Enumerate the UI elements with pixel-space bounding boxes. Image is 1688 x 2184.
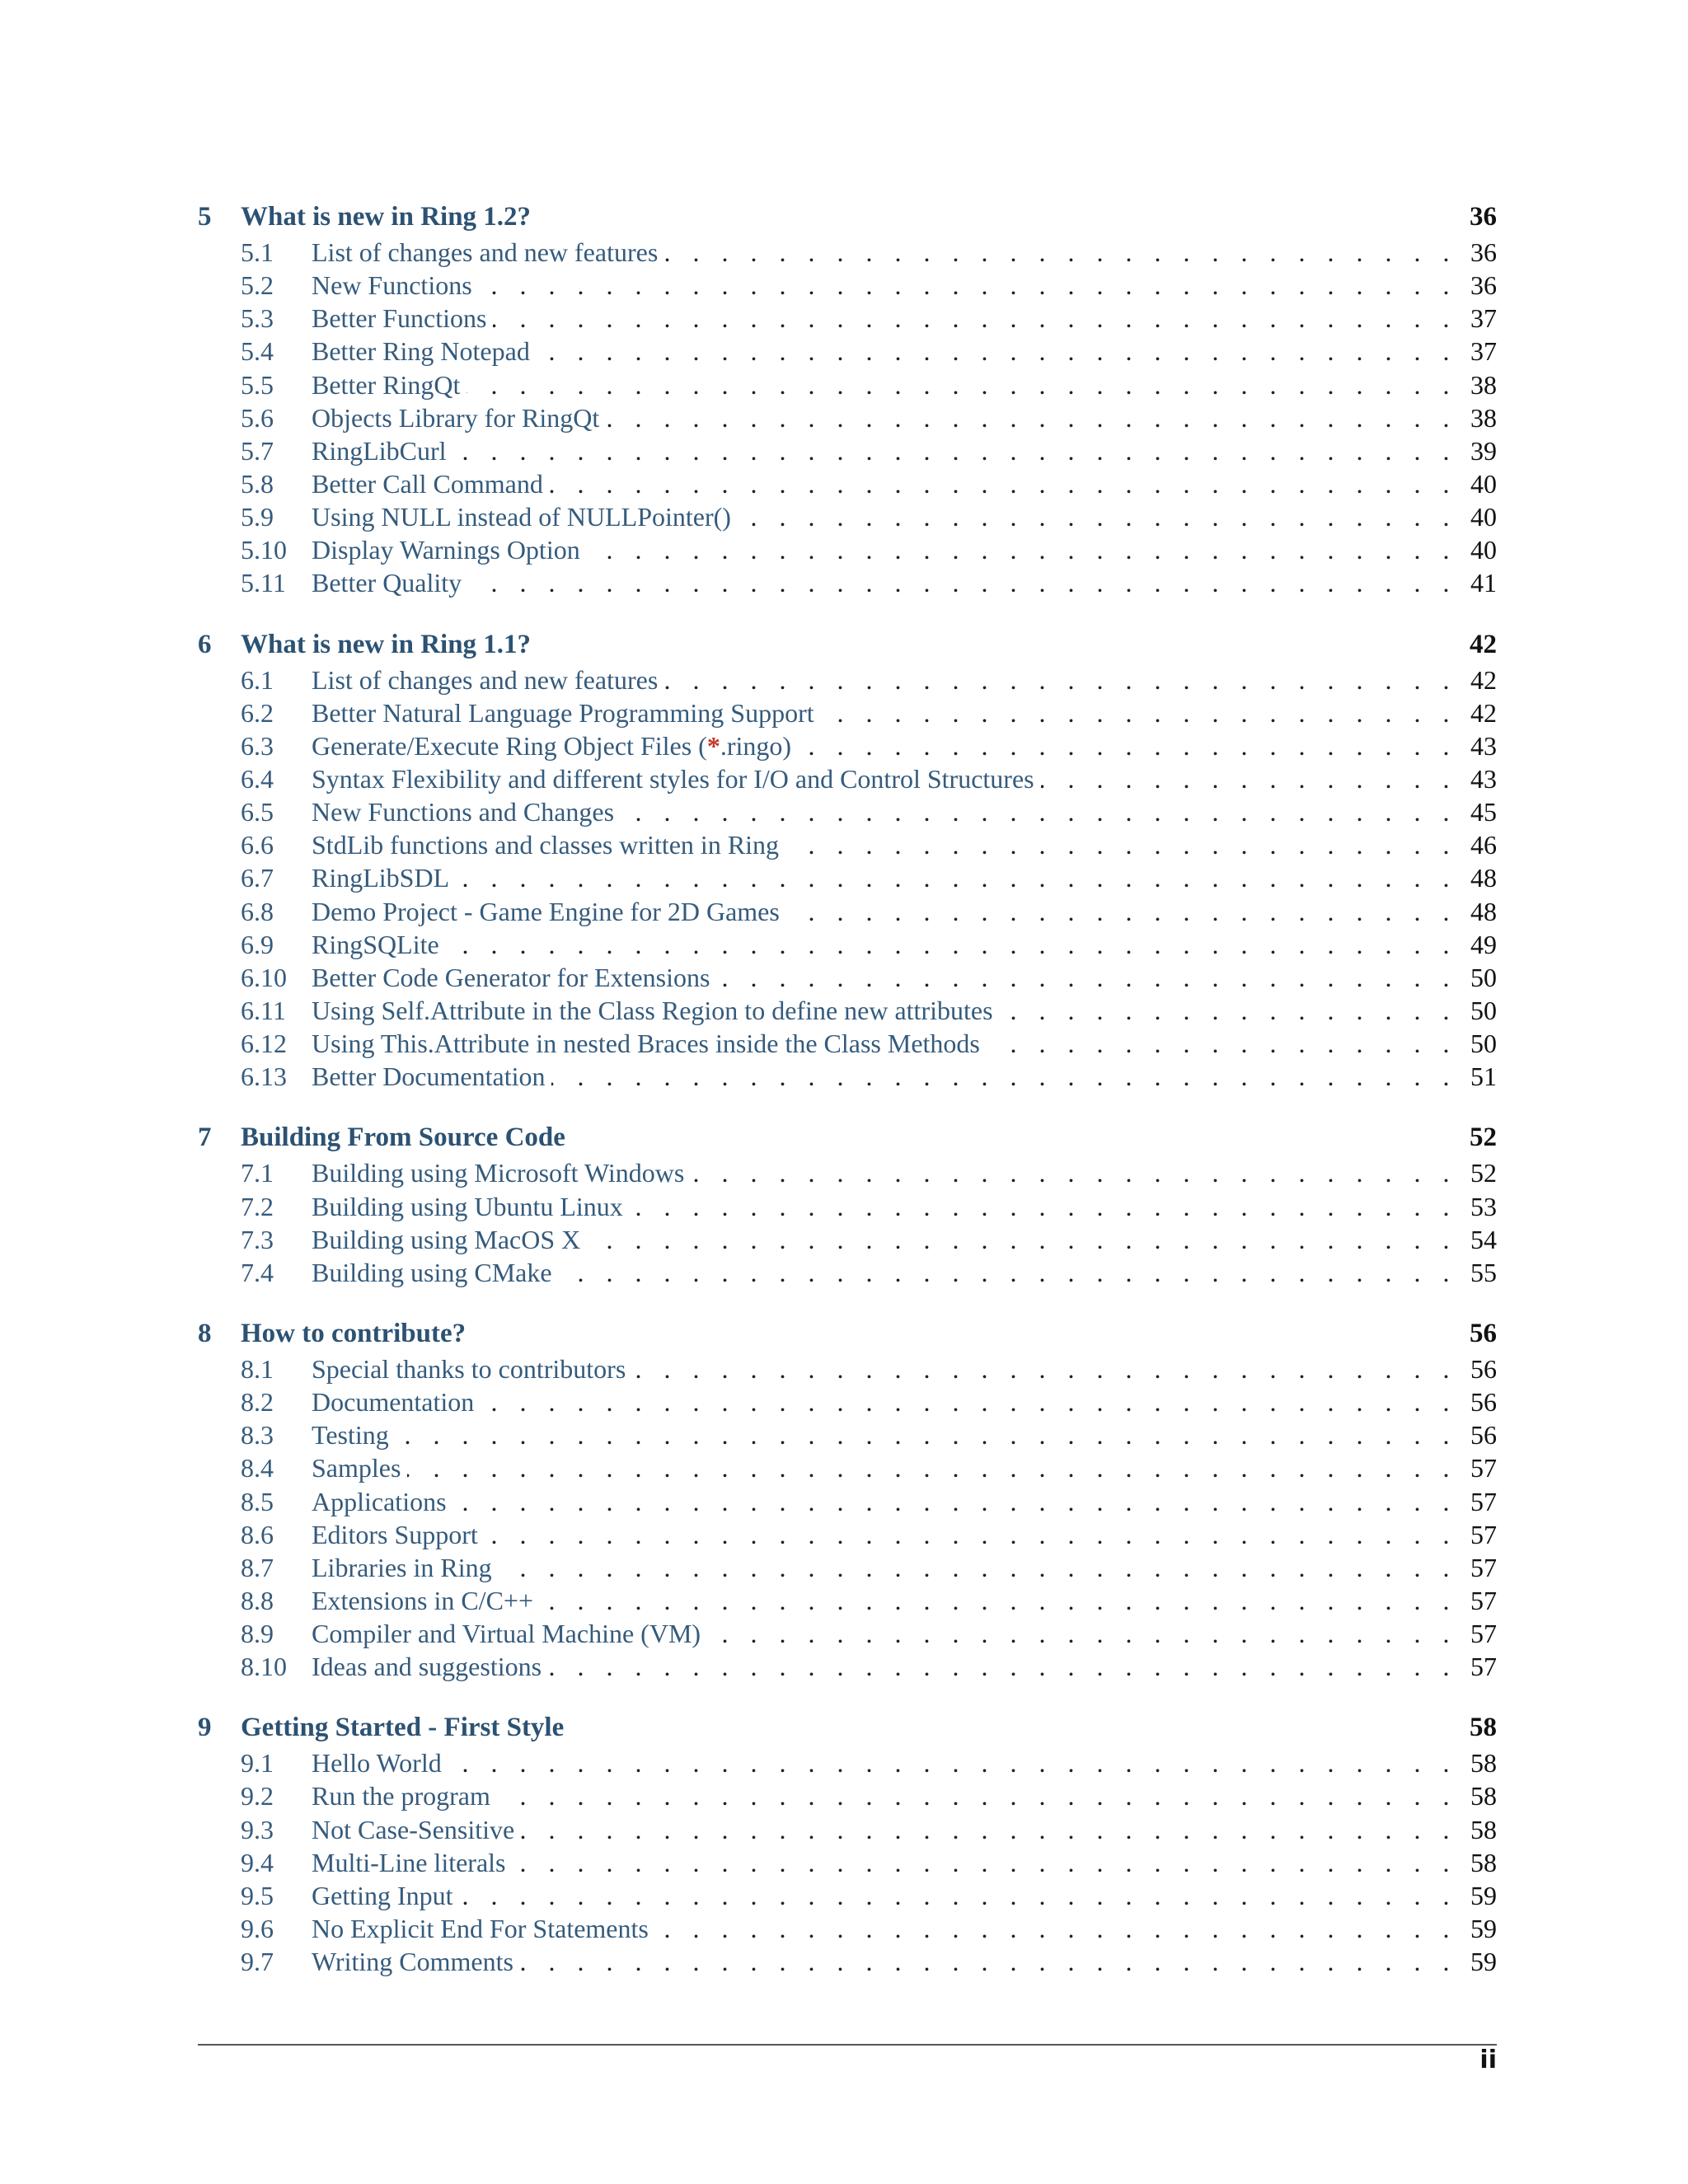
section-title: Multi-Line literals	[312, 1847, 506, 1877]
section-title: Better Quality	[312, 568, 462, 598]
toc-section-link[interactable]	[198, 1779, 1497, 1812]
section-number: 5.8	[241, 468, 274, 499]
toc-chapter	[198, 198, 1497, 600]
dot-leader	[987, 1027, 1457, 1060]
dot-leader	[785, 828, 1457, 861]
chapter-page-number: 58	[1470, 1713, 1497, 1743]
section-number: 6.8	[241, 896, 274, 926]
dot-leader	[707, 1617, 1457, 1650]
section-number: 8.8	[241, 1585, 274, 1615]
chapter-title: What is new in Ring 1.1?	[241, 629, 532, 659]
section-number: 8.10	[241, 1652, 287, 1682]
section-number: 5.3	[241, 303, 274, 334]
section-title: Testing	[312, 1420, 389, 1451]
toc-section-link[interactable]	[198, 335, 1497, 368]
dot-leader	[550, 467, 1457, 500]
section-number: 6.7	[241, 863, 274, 893]
toc-section-link[interactable]	[198, 236, 1497, 269]
toc-section-link[interactable]	[198, 1617, 1497, 1650]
dot-leader	[453, 434, 1457, 467]
toc-section-link[interactable]	[198, 368, 1497, 401]
section-title: RingLibSDL	[312, 863, 450, 893]
toc-section-link[interactable]	[198, 1385, 1497, 1418]
section-number: 6.5	[241, 797, 274, 827]
dot-leader	[551, 1060, 1457, 1093]
section-number: 8.1	[241, 1353, 274, 1384]
chapter-page-number: 52	[1470, 1122, 1497, 1153]
toc-section-link[interactable]	[198, 1518, 1497, 1551]
dot-leader	[655, 1912, 1457, 1945]
toc-section-link[interactable]	[198, 467, 1497, 500]
toc-section-link[interactable]	[198, 1846, 1497, 1879]
section-title: Using Self.Attribute in the Class Region to define new attributes	[312, 995, 993, 1025]
toc-section-link[interactable]	[198, 1027, 1497, 1060]
section-number: 5.5	[241, 369, 274, 400]
section-title: Writing Comments	[312, 1947, 513, 1977]
asterisk-glyph: *	[706, 730, 720, 761]
section-page-number: 37	[1470, 303, 1497, 334]
section-page-number: 55	[1470, 1257, 1497, 1287]
section-page-number: 40	[1470, 502, 1497, 532]
dot-leader	[446, 928, 1457, 961]
section-page-number: 51	[1470, 1062, 1497, 1092]
section-title: Extensions in C/C++	[312, 1585, 533, 1615]
section-page-number: 56	[1470, 1387, 1497, 1418]
section-page-number: 50	[1470, 1029, 1497, 1059]
toc-section-link[interactable]	[198, 828, 1497, 861]
toc-section-link[interactable]	[198, 1190, 1497, 1223]
section-number: 5.7	[241, 435, 274, 466]
section-page-number: 40	[1470, 468, 1497, 499]
section-page-number: 43	[1470, 763, 1497, 794]
toc-section-link[interactable]	[198, 1912, 1497, 1945]
section-title: List of changes and new features	[312, 237, 659, 267]
section-title: Using NULL instead of NULLPointer()	[312, 502, 731, 532]
dot-leader	[485, 1518, 1457, 1551]
page-number-label: ii	[1479, 2046, 1497, 2074]
toc-section-link[interactable]	[198, 401, 1497, 434]
toc-chapter	[198, 1315, 1497, 1683]
section-page-number: 36	[1470, 237, 1497, 267]
dot-leader	[521, 1813, 1457, 1846]
dot-leader	[587, 533, 1457, 566]
toc-section-link[interactable]	[198, 1945, 1497, 1978]
section-title: Building using Ubuntu Linux	[312, 1191, 623, 1221]
section-page-number: 57	[1470, 1585, 1497, 1615]
chapter-page-number: 56	[1470, 1318, 1497, 1348]
section-title: Better RingQt	[312, 369, 461, 400]
section-number: 5.1	[241, 237, 274, 267]
section-page-number: 58	[1470, 1781, 1497, 1811]
toc-chapter-link[interactable]	[198, 198, 1497, 236]
section-page-number: 56	[1470, 1353, 1497, 1384]
section-number: 6.13	[241, 1062, 287, 1092]
section-number: 8.7	[241, 1552, 274, 1582]
dot-leader	[548, 1650, 1457, 1683]
section-title: Not Case-Sensitive	[312, 1814, 515, 1844]
section-title: New Functions and Changes	[312, 797, 615, 827]
dot-leader	[1000, 994, 1457, 1027]
toc-section-link[interactable]	[198, 1352, 1497, 1385]
section-title-part: .ringo)	[720, 730, 792, 761]
section-number: 6.6	[241, 830, 274, 860]
section-number: 5.2	[241, 270, 274, 301]
section-number: 8.5	[241, 1486, 274, 1516]
dot-leader	[798, 729, 1457, 762]
section-title: Better Natural Language Programming Support	[312, 697, 814, 728]
toc-section-link[interactable]	[198, 269, 1497, 302]
section-number: 5.4	[241, 336, 274, 367]
section-page-number: 52	[1470, 1158, 1497, 1188]
section-page-number: 57	[1470, 1619, 1497, 1649]
dot-leader	[407, 1451, 1457, 1484]
section-page-number: 40	[1470, 535, 1497, 565]
dot-leader	[537, 335, 1457, 368]
section-page-number: 57	[1470, 1519, 1497, 1549]
section-number: 5.6	[241, 402, 274, 433]
section-number: 9.6	[241, 1914, 274, 1944]
section-title: List of changes and new features	[312, 664, 659, 695]
section-title: Better Call Command	[312, 468, 543, 499]
dot-leader	[664, 663, 1457, 696]
section-number: 8.9	[241, 1619, 274, 1649]
toc-section-link[interactable]	[198, 928, 1497, 961]
section-page-number: 56	[1470, 1420, 1497, 1451]
dot-leader	[691, 1156, 1457, 1189]
dot-leader	[632, 1352, 1457, 1385]
toc-section-link[interactable]	[198, 994, 1497, 1027]
toc-section-link[interactable]	[198, 1584, 1497, 1617]
section-title: Run the program	[312, 1781, 490, 1811]
section-number: 6.2	[241, 697, 274, 728]
toc-section-link[interactable]	[198, 861, 1497, 894]
chapter-title: Getting Started - First Style	[241, 1713, 565, 1743]
section-number: 6.3	[241, 730, 274, 761]
dot-leader	[468, 566, 1457, 599]
toc-section-link[interactable]	[198, 1650, 1497, 1683]
section-number: 5.11	[241, 568, 286, 598]
dot-leader	[738, 500, 1457, 533]
section-title: Better Ring Notepad	[312, 336, 530, 367]
dot-leader	[460, 1879, 1457, 1912]
dot-leader	[467, 368, 1457, 401]
toc-chapter	[198, 1708, 1497, 1978]
section-title: StdLib functions and classes written in Ring	[312, 830, 780, 860]
section-title: RingLibCurl	[312, 435, 447, 466]
dot-leader	[559, 1256, 1457, 1289]
toc-section-link[interactable]	[198, 1156, 1497, 1189]
section-page-number: 45	[1470, 797, 1497, 827]
section-page-number: 59	[1470, 1947, 1497, 1977]
section-page-number: 57	[1470, 1486, 1497, 1516]
dot-leader	[664, 236, 1457, 269]
dot-leader	[396, 1418, 1457, 1451]
section-page-number: 58	[1470, 1814, 1497, 1844]
section-number: 6.10	[241, 962, 287, 992]
toc-section-link[interactable]	[198, 762, 1497, 795]
dot-leader	[499, 1551, 1457, 1584]
section-page-number: 36	[1470, 270, 1497, 301]
dot-leader	[821, 696, 1457, 729]
section-page-number: 46	[1470, 830, 1497, 860]
section-page-number: 43	[1470, 730, 1497, 761]
section-page-number: 48	[1470, 896, 1497, 926]
section-title: Building using Microsoft Windows	[312, 1158, 685, 1188]
section-number: 9.3	[241, 1814, 274, 1844]
section-title: Getting Input	[312, 1880, 453, 1910]
dot-leader	[621, 795, 1457, 828]
section-number: 5.10	[241, 535, 287, 565]
chapter-number: 7	[198, 1122, 212, 1153]
toc-section-link[interactable]	[198, 1256, 1497, 1289]
section-number: 8.6	[241, 1519, 274, 1549]
section-number: 9.7	[241, 1947, 274, 1977]
section-page-number: 53	[1470, 1191, 1497, 1221]
chapter-number: 6	[198, 629, 212, 659]
dot-leader	[453, 1485, 1457, 1518]
section-page-number: 38	[1470, 402, 1497, 433]
section-title: Better Code Generator for Extensions	[312, 962, 710, 992]
toc-section-link[interactable]	[198, 1485, 1497, 1518]
toc-section-link[interactable]	[198, 1223, 1497, 1256]
dot-leader	[456, 861, 1457, 894]
dot-leader	[587, 1223, 1457, 1256]
toc-chapter-link[interactable]	[198, 1708, 1497, 1746]
section-title: Samples	[312, 1453, 401, 1483]
dot-leader	[540, 1584, 1457, 1617]
section-number: 8.3	[241, 1420, 274, 1451]
toc-section-link[interactable]	[198, 500, 1497, 533]
dot-leader	[520, 1945, 1457, 1978]
toc-section-link[interactable]	[198, 1418, 1497, 1451]
section-title: Display Warnings Option	[312, 535, 580, 565]
section-page-number: 57	[1470, 1652, 1497, 1682]
section-page-number: 59	[1470, 1880, 1497, 1910]
toc-section-link[interactable]	[198, 1746, 1497, 1779]
dot-leader	[513, 1846, 1458, 1879]
toc-section-link[interactable]	[198, 696, 1497, 729]
chapter-title: What is new in Ring 1.2?	[241, 202, 532, 232]
toc-section-link[interactable]	[198, 302, 1497, 335]
chapter-page-number: 36	[1470, 202, 1497, 232]
section-number: 6.9	[241, 929, 274, 959]
section-title: Hello World	[312, 1748, 442, 1779]
section-number: 8.4	[241, 1453, 274, 1483]
toc-section-link[interactable]	[198, 1879, 1497, 1912]
section-title: Building using MacOS X	[312, 1224, 581, 1254]
section-title	[312, 729, 791, 762]
toc-section-link[interactable]	[198, 961, 1497, 994]
section-page-number: 50	[1470, 995, 1497, 1025]
section-title: Documentation	[312, 1387, 475, 1418]
toc-chapter	[198, 1118, 1497, 1289]
section-page-number: 58	[1470, 1748, 1497, 1779]
toc-section-link[interactable]	[198, 533, 1497, 566]
toc-section-link[interactable]	[198, 795, 1497, 828]
section-page-number: 49	[1470, 929, 1497, 959]
chapter-title: Building From Source Code	[241, 1122, 565, 1153]
dot-leader	[497, 1779, 1457, 1812]
dot-leader	[630, 1190, 1457, 1223]
toc-section-link[interactable]	[198, 1060, 1497, 1093]
section-title: Demo Project - Game Engine for 2D Games	[312, 896, 780, 926]
footer-rule	[198, 2044, 1497, 2046]
section-title: Objects Library for RingQt	[312, 402, 600, 433]
section-title: Compiler and Virtual Machine (VM)	[312, 1619, 701, 1649]
section-number: 9.1	[241, 1748, 274, 1779]
toc-section-link[interactable]	[198, 1551, 1497, 1584]
toc-chapter-link[interactable]	[198, 626, 1497, 663]
section-page-number: 48	[1470, 863, 1497, 893]
section-page-number: 50	[1470, 962, 1497, 992]
dot-leader	[786, 895, 1457, 928]
section-page-number: 37	[1470, 336, 1497, 367]
toc-chapter-link[interactable]	[198, 1315, 1497, 1352]
section-page-number: 58	[1470, 1847, 1497, 1877]
section-title: No Explicit End For Statements	[312, 1914, 649, 1944]
chapter-number: 8	[198, 1318, 212, 1348]
section-number: 7.1	[241, 1158, 274, 1188]
section-title: Applications	[312, 1486, 447, 1516]
toc-section-link[interactable]	[198, 434, 1497, 467]
section-number: 6.11	[241, 995, 286, 1025]
section-number: 9.4	[241, 1847, 274, 1877]
section-page-number: 57	[1470, 1453, 1497, 1483]
dot-leader	[716, 961, 1457, 994]
section-title: New Functions	[312, 270, 472, 301]
toc-section-link[interactable]	[198, 566, 1497, 599]
section-title: Ideas and suggestions	[312, 1652, 542, 1682]
section-title: Editors Support	[312, 1519, 478, 1549]
dot-leader	[448, 1746, 1457, 1779]
toc-section-link[interactable]	[198, 1813, 1497, 1846]
section-title: Special thanks to contributors	[312, 1353, 626, 1384]
toc-section-link[interactable]	[198, 729, 1497, 762]
section-number: 6.4	[241, 763, 274, 794]
section-number: 5.9	[241, 502, 274, 532]
section-title: Better Documentation	[312, 1062, 546, 1092]
section-number: 7.3	[241, 1224, 274, 1254]
section-number: 7.4	[241, 1257, 274, 1287]
chapter-title: How to contribute?	[241, 1318, 467, 1348]
section-number: 9.2	[241, 1781, 274, 1811]
section-title: Using This.Attribute in nested Braces inside the Class Methods	[312, 1029, 980, 1059]
section-title: Syntax Flexibility and different styles for I/O and Control Structures	[312, 763, 1034, 794]
section-page-number: 42	[1470, 697, 1497, 728]
chapter-number: 5	[198, 202, 212, 232]
dot-leader	[479, 269, 1457, 302]
dot-leader	[481, 1385, 1457, 1418]
table-of-contents	[198, 198, 1497, 2004]
toc-chapter-link[interactable]	[198, 1118, 1497, 1156]
section-number: 7.2	[241, 1191, 274, 1221]
section-title: Better Functions	[312, 303, 487, 334]
toc-section-link[interactable]	[198, 1451, 1497, 1484]
section-number: 9.5	[241, 1880, 274, 1910]
section-number: 6.12	[241, 1029, 287, 1059]
section-title-part: Generate/Execute Ring Object Files (	[312, 730, 707, 761]
toc-chapter	[198, 626, 1497, 1094]
dot-leader	[606, 401, 1457, 434]
toc-section-link[interactable]	[198, 663, 1497, 696]
section-page-number: 41	[1470, 568, 1497, 598]
section-title: Building using CMake	[312, 1257, 552, 1287]
section-number: 8.2	[241, 1387, 274, 1418]
section-title: Libraries in Ring	[312, 1552, 492, 1582]
section-page-number: 54	[1470, 1224, 1497, 1254]
section-page-number: 39	[1470, 435, 1497, 466]
section-number: 6.1	[241, 664, 274, 695]
toc-section-link[interactable]	[198, 895, 1497, 928]
section-page-number: 38	[1470, 369, 1497, 400]
chapter-number: 9	[198, 1713, 212, 1743]
section-page-number: 59	[1470, 1914, 1497, 1944]
section-page-number: 42	[1470, 664, 1497, 695]
chapter-page-number: 42	[1470, 629, 1497, 659]
section-title: RingSQLite	[312, 929, 439, 959]
dot-leader	[1041, 762, 1457, 795]
section-page-number: 57	[1470, 1552, 1497, 1582]
dot-leader	[493, 302, 1457, 335]
